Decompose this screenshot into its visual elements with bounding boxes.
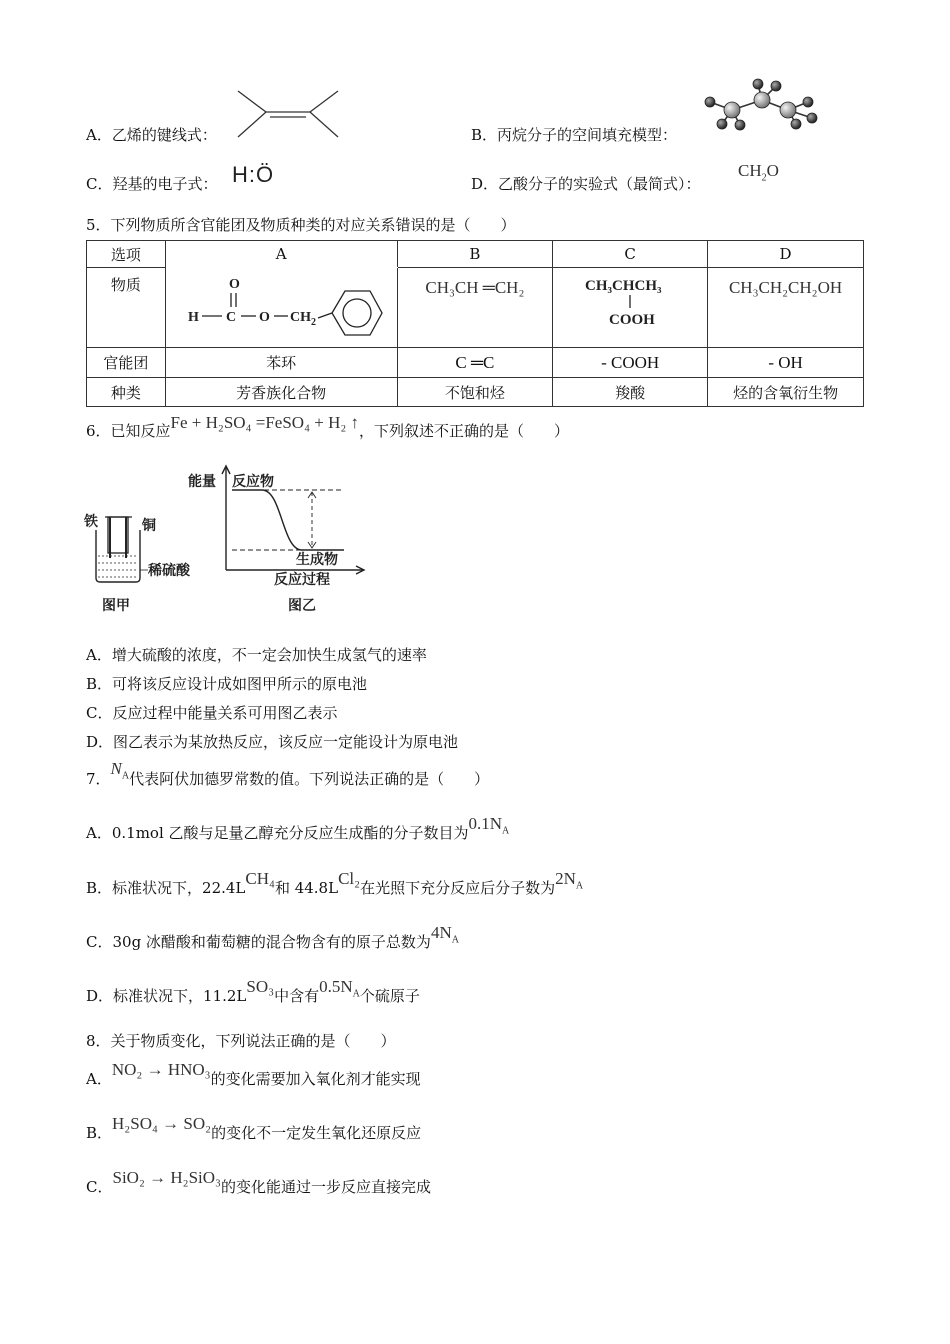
label-product: 生成物	[296, 552, 338, 568]
q4-option-c	[86, 173, 217, 194]
q6-stem	[86, 414, 569, 448]
q6-stem-suffix: ，下列叙述不正确的是（ ）	[359, 422, 570, 440]
propane-space-filling-model-icon	[700, 78, 822, 136]
q6-option-a: A．增大硫酸的浓度，不一定会加快生成氢气的速率	[86, 646, 427, 664]
q7-na-sub: A	[121, 770, 130, 782]
q4-option-d-text: D．乙酸分子的实验式（最简式）：	[471, 175, 701, 193]
q4-option-a	[86, 124, 217, 145]
fig-jia-caption: 图甲	[102, 598, 130, 614]
table-row-class	[87, 378, 864, 407]
table-row-substance	[87, 268, 864, 348]
q8-a-label: A．	[86, 1070, 112, 1088]
q4-option-a-text: A．乙烯的键线式：	[86, 126, 217, 144]
q7-a-val	[468, 814, 510, 837]
q7-d-val-sub: A	[352, 988, 360, 1000]
q8-c-formula: SiO₂ → H₂SiO₃	[112, 1168, 221, 1187]
header-cell: 选项	[87, 241, 166, 268]
substance-c-cell	[553, 268, 708, 348]
q7-b-val-sub: A	[575, 880, 584, 892]
axis-ylabel: 能量	[188, 474, 216, 490]
q7-b-text1: B．标准状况下，22.4L	[86, 879, 246, 897]
q8-a-formula: NO₂ → HNO₃	[111, 1060, 211, 1079]
group-cell: - OH	[708, 348, 864, 378]
group-cell: C ═C	[397, 348, 553, 378]
q8-b-text: 的变化不一定发生氧化还原反应	[211, 1124, 422, 1142]
q7-a-val-sub: A	[502, 825, 510, 837]
q7-d-text1: D．标准状况下，11.2L	[86, 987, 247, 1005]
struct-ch2-sub: 2	[311, 316, 317, 328]
ethylene-skeletal-icon	[232, 88, 344, 140]
q6-option-d: D．图乙表示为某放热反应，该反应一定能设计为原电池	[86, 733, 459, 751]
q7-d-so3: SO₃	[246, 977, 275, 996]
q7-b-text2: 和 44.8L	[274, 879, 339, 897]
q7-b-cl2: Cl₂	[338, 869, 361, 888]
q7-num: 7．	[86, 770, 111, 788]
header-cell: A	[165, 241, 397, 268]
class-cell: 烃的含氧衍生物	[708, 378, 864, 407]
q7-stem	[86, 759, 490, 791]
q7-b-val-text: 2N	[555, 869, 576, 888]
class-cell: 不饱和烃	[397, 378, 553, 407]
q7-option-d	[86, 977, 420, 1008]
q8-option-b	[86, 1114, 422, 1143]
q8-b-formula: H₂SO₄ → SO₂	[112, 1114, 212, 1133]
q7-d-val	[319, 977, 360, 1000]
benzyl-formate-structure	[176, 269, 386, 347]
q7-c-val-text: 4N	[430, 923, 452, 942]
struct-atom-c: C	[226, 309, 237, 325]
substance-b-cell: CH₃CH ═CH₂	[397, 268, 553, 348]
group-cell: 苯环	[165, 348, 397, 378]
q8-c-label: C．	[86, 1178, 113, 1196]
q5-table	[86, 240, 864, 407]
q8-a-text: 的变化需要加入氧化剂才能实现	[210, 1070, 421, 1088]
struct-atom-h: H	[188, 309, 200, 325]
label-iron: 铁	[84, 514, 98, 530]
q8-c-text: 的变化能通过一步反应直接完成	[220, 1178, 431, 1196]
substance-a-cell	[165, 268, 397, 348]
q4-option-b-text: B．丙烷分子的空间填充模型：	[471, 126, 678, 144]
q7-option-b	[86, 869, 584, 900]
q6-equation: Fe + H₂SO₄ =FeSO₄ + H₂ ↑	[170, 413, 360, 432]
q4-option-c-text: C．羟基的电子式：	[86, 175, 218, 193]
q7-option-a	[86, 814, 510, 845]
empirical-formula-sub: 2	[761, 172, 767, 184]
energy-diagram-figure	[184, 462, 370, 620]
class-cell: 芳香族化合物	[165, 378, 397, 407]
q7-d-text2: 中含有	[274, 987, 320, 1005]
svg-text:CH2	[290, 310, 316, 328]
label-copper: 铜	[142, 518, 156, 534]
q6-option-c: C．反应过程中能量关系可用图乙表示	[86, 704, 338, 722]
label-reactant: 反应物	[232, 474, 274, 490]
q4-option-b	[471, 124, 677, 145]
group-cell: - COOH	[553, 348, 708, 378]
row-label: 种类	[87, 378, 166, 407]
q8-b-label: B．	[86, 1124, 113, 1142]
q7-b-ch4: CH₄	[245, 869, 275, 888]
q7-na-letter: N	[110, 759, 122, 778]
class-cell: 羧酸	[553, 378, 708, 407]
header-cell: D	[708, 241, 864, 268]
q7-a-text: A．0.1mol 乙酸与足量乙醇充分反应生成酯的分子数目为	[86, 824, 469, 842]
q6-stem-prefix: 6．已知反应	[86, 422, 171, 440]
struct-ch2: CH	[290, 309, 312, 325]
q7-c-val-sub: A	[451, 934, 459, 946]
q7-na	[110, 759, 130, 782]
q7-d-text3: 个硫原子	[359, 987, 420, 1005]
axis-xlabel: 反应过程	[274, 572, 330, 588]
empirical-formula	[738, 161, 779, 183]
q7-d-val-text: 0.5N	[319, 977, 353, 996]
q8-option-c	[86, 1168, 431, 1197]
q7-a-val-text: 0.1N	[468, 814, 503, 833]
struct-c-bottom: COOH	[609, 312, 655, 328]
empirical-formula-tail: O	[766, 161, 779, 180]
q7-c-val	[430, 923, 459, 946]
struct-c-top: CH₃CHCH₃	[585, 278, 662, 294]
header-cell: B	[397, 241, 553, 268]
q7-b-text3: 在光照下充分反应后分子数为	[360, 879, 556, 897]
q7-c-text: C．30g 冰醋酸和葡萄糖的混合物含有的原子总数为	[86, 933, 431, 951]
struct-atom-o: O	[259, 309, 271, 325]
empirical-formula-main: CH	[738, 161, 762, 180]
q7-b-val	[555, 869, 584, 892]
struct-atom-dbl-o: O	[229, 276, 241, 292]
q5-stem: 5．下列物质所含官能团及物质种类的对应关系错误的是（ ）	[86, 216, 516, 234]
fig-yi-caption: 图乙	[288, 598, 316, 614]
q7-stem-text: 代表阿伏加德罗常数的值。下列说法正确的是（ ）	[129, 770, 490, 788]
q4-option-d	[471, 173, 701, 194]
header-cell: C	[553, 241, 708, 268]
row-label: 官能团	[87, 348, 166, 378]
q8-option-a	[86, 1060, 421, 1089]
q8-stem: 8．关于物质变化，下列说法正确的是（ ）	[86, 1032, 396, 1050]
row-label: 物质	[87, 268, 166, 348]
hydroxyl-electron-formula: H:Ö	[232, 162, 275, 187]
table-row-group	[87, 348, 864, 378]
q6-option-b: B．可将该反应设计成如图甲所示的原电池	[86, 675, 368, 693]
table-header-row	[87, 241, 864, 268]
substance-d-cell: CH₃CH₂CH₂OH	[708, 268, 864, 348]
label-acid: 稀硫酸	[148, 563, 190, 579]
isobutyric-acid-structure	[555, 268, 705, 330]
q7-option-c	[86, 923, 459, 954]
